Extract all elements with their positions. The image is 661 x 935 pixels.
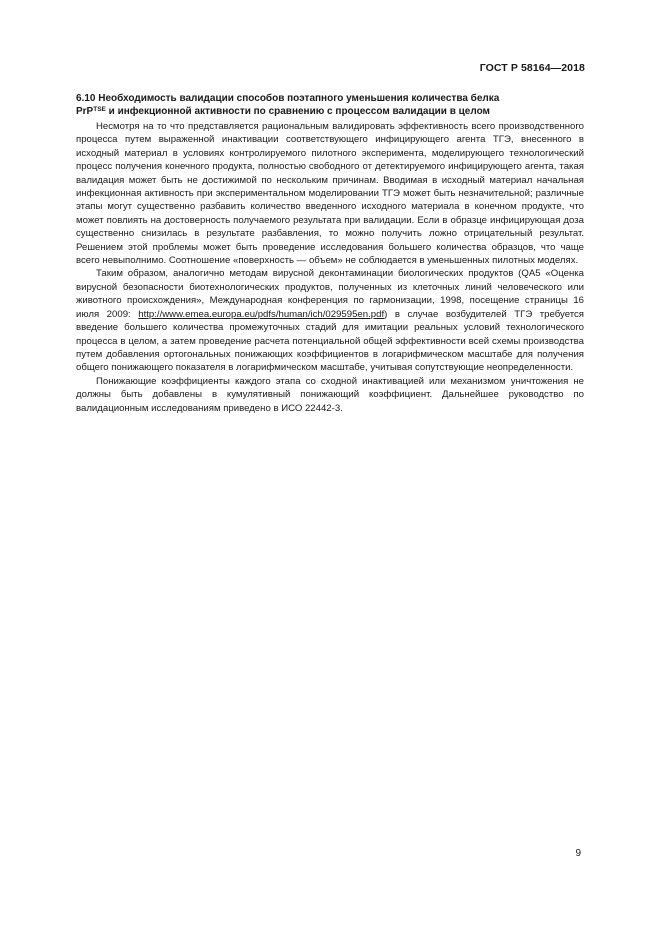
section-title-line-2 (76, 105, 584, 118)
paragraph-2-text-start: Таким образом, аналогично методам вирусной деконтаминации биологических продуктов (QA5 «Оценка вирусной безопасности биотехнологических продуктов, полученных из клеточных линий человеческого или животного происхождения», Международная конференция по гармонизации, 1998, посещение страницы 16 июля 2009: (76, 268, 584, 320)
section-title (76, 92, 584, 118)
page-number: 9 (575, 848, 581, 859)
section-title-prp: PrP (76, 106, 94, 117)
emea-link[interactable]: http://www.emea.europa.eu/pdfs/human/ich/029595en.pdf (138, 308, 385, 320)
paragraph-2 (76, 267, 584, 374)
document-code: ГОСТ Р 58164—2018 (479, 62, 585, 74)
section-title-line-1: 6.10 Необходимость валидации способов поэтапного уменьшения количества белка (76, 93, 500, 104)
paragraph-1: Несмотря на то что представляется рациональным валидировать эффективность всего производственного процесса путем выраженной инактивации соответствующего инфицирующего агента ТГЭ, внесенного в исходный материал в условиях контролируемого пилотного эксперимента, моделирующего технологический процесс получения конечного продукта, полностью свободного от детектируемого инфицирующего агента, такая валидация может быть не достижимой по нескольким причинам. Вводимая в исходный материал начальная инфекционная активность при экспериментальном моделировании ТГЭ может быть незначительной; различные этапы могут существенно разбавить количество введенного исходного материала в конечном продукте, что может повлиять на достоверность получаемого результата при валидации. Если в образце инфицирующая доза существенно снизилась в результате разбавления, то можно получить ложно отрицательный результат. Решением этой проблемы может быть проведение исследования большего количества образцов, что чаще всего невыполнимо. Соотношение «поверхность — объем» не соблюдается в уменьшенных пилотных моделях. (76, 121, 584, 267)
section-title-rest: и инфекционной активности по сравнению с процессом валидации в целом (105, 106, 490, 117)
page-content (76, 92, 584, 415)
paragraph-2-text-end: ) в случае возбудителей ТГЭ требуется введение большего количества промежуточных стадий для имитации реальных условий технологического процесса в целом, а затем проведение расчета потенциальной общей эффективности всей схемы производства путем добавления ортогональных понижающих коэффициентов в логарифмическом масштабе для получения общего понижающего показателя в логарифмическом масштабе, учитывая сопутствующие неопределенности. (76, 308, 584, 374)
paragraph-3: Понижающие коэффициенты каждого этапа со сходной инактивацией или механизмом уничтожения не должны быть добавлены в кумулятивный понижающий коэффициент. Дальнейшее руководство по валидационным исследованиям приведено в ИСО 22442-3. (76, 375, 584, 414)
section-title-tse-superscript: TSE (93, 106, 106, 113)
